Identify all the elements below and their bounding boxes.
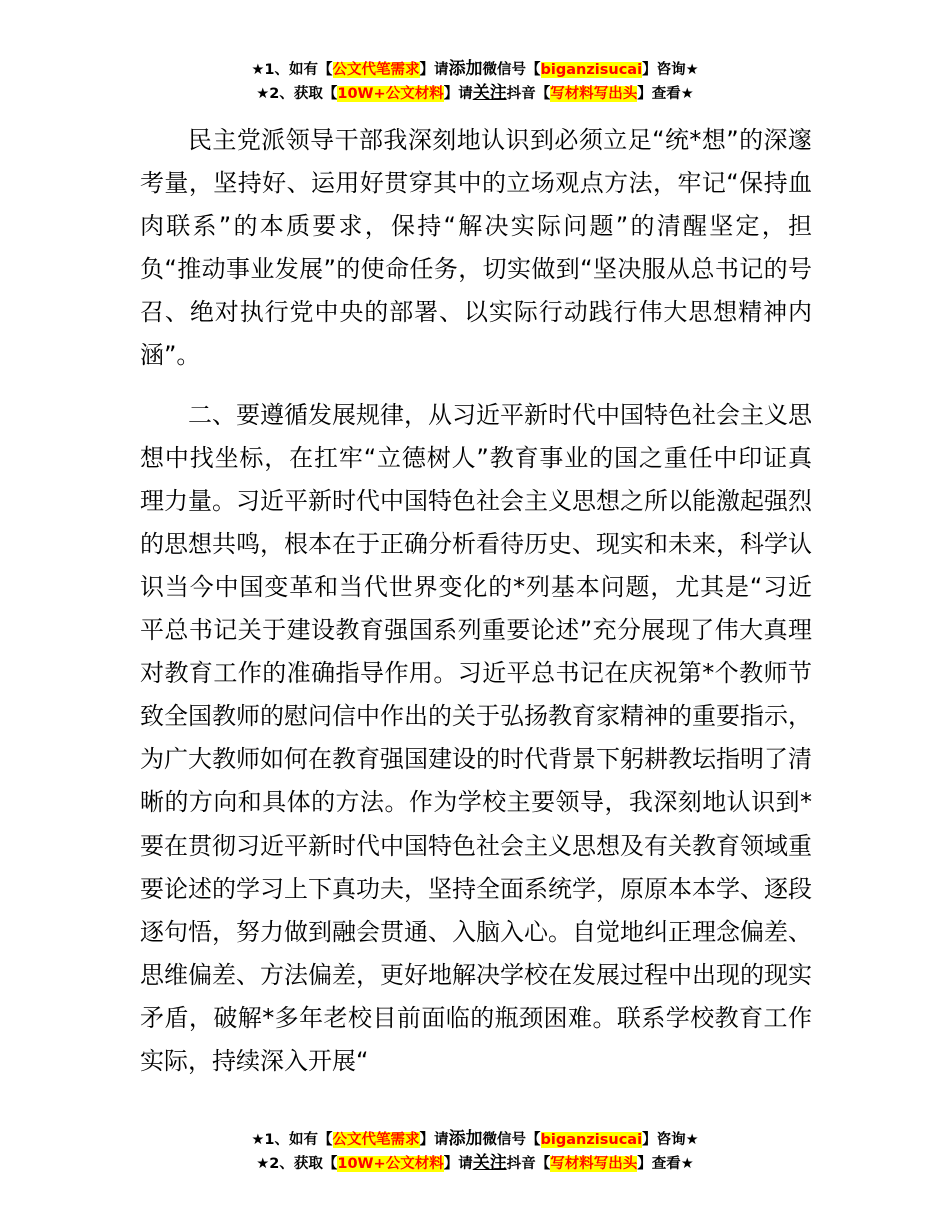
highlight-materials: 10W+公文材料 xyxy=(337,86,444,102)
footer-line-2: ★2、获取【10W+公文材料】请关注抖音【写材料写出头】查看★ xyxy=(256,1153,694,1173)
highlight-wechat-id: biganzisucai xyxy=(540,62,643,78)
footer-banner xyxy=(0,1128,950,1176)
header-line-1: ★1、如有【公文代笔需求】请添加微信号【biganzisucai】咨询★ xyxy=(251,59,699,79)
highlight-service: 公文代笔需求 xyxy=(332,62,420,78)
header-banner xyxy=(0,58,950,106)
highlight-douyin: 写材料写出头 xyxy=(550,1156,638,1172)
paragraph-1: 民主党派领导干部我深刻地认识到必须立足“统*想”的深邃考量，坚持好、运用好贯穿其中的立场观点方法，牢记“保持血肉联系”的本质要求，保持“解决实际问题”的清醒坚定，担负“推动事业发展”的使命任务，切实做到“坚决服从总书记的号召、绝对执行党中央的部署、以实际行动践行伟大思想精神内涵”。 xyxy=(140,126,812,370)
highlight-douyin: 写材料写出头 xyxy=(550,86,638,102)
highlight-wechat-id: biganzisucai xyxy=(540,1132,643,1148)
document-body xyxy=(140,119,812,1083)
highlight-service: 公文代笔需求 xyxy=(332,1132,420,1148)
paragraph-2: 二、要遵循发展规律，从习近平新时代中国特色社会主义思想中找坐标，在扛牢“立德树人”教育事业的国之重任中印证真理力量。习近平新时代中国特色社会主义思想之所以能激起强烈的思想共鸣，根本在于正确分析看待历史、现实和未来，科学认识当今中国变革和当代世界变化的*列基本问题，尤其是“习近平总书记关于建设教育强国系列重要论述”充分展现了伟大真理对教育工作的准确指导作用。习近平总书记在庆祝第*个教师节致全国教师的慰问信中作出的关于弘扬教育家精神的重要指示，为广大教师如何在教育强国建设的时代背景下躬耕教坛指明了清晰的方向和具体的方法。作为学校主要领导，我深刻地认识到*要在贯彻习近平新时代中国特色社会主义思想及有关教育领域重要论述的学习上下真功夫，坚持全面系统学，原原本本学、逐段逐句悟，努力做到融会贯通、入脑入心。自觉地纠正理念偏差、思维偏差、方法偏差，更好地解决学校在发展过程中出现的现实矛盾，破解*多年老校目前面临的瓶颈困难。联系学校教育工作实际，持续深入开展“ xyxy=(140,400,812,1075)
header-line-2: ★2、获取【10W+公文材料】请关注抖音【写材料写出头】查看★ xyxy=(256,83,694,103)
footer-line-1: ★1、如有【公文代笔需求】请添加微信号【biganzisucai】咨询★ xyxy=(251,1129,699,1149)
highlight-materials: 10W+公文材料 xyxy=(337,1156,444,1172)
